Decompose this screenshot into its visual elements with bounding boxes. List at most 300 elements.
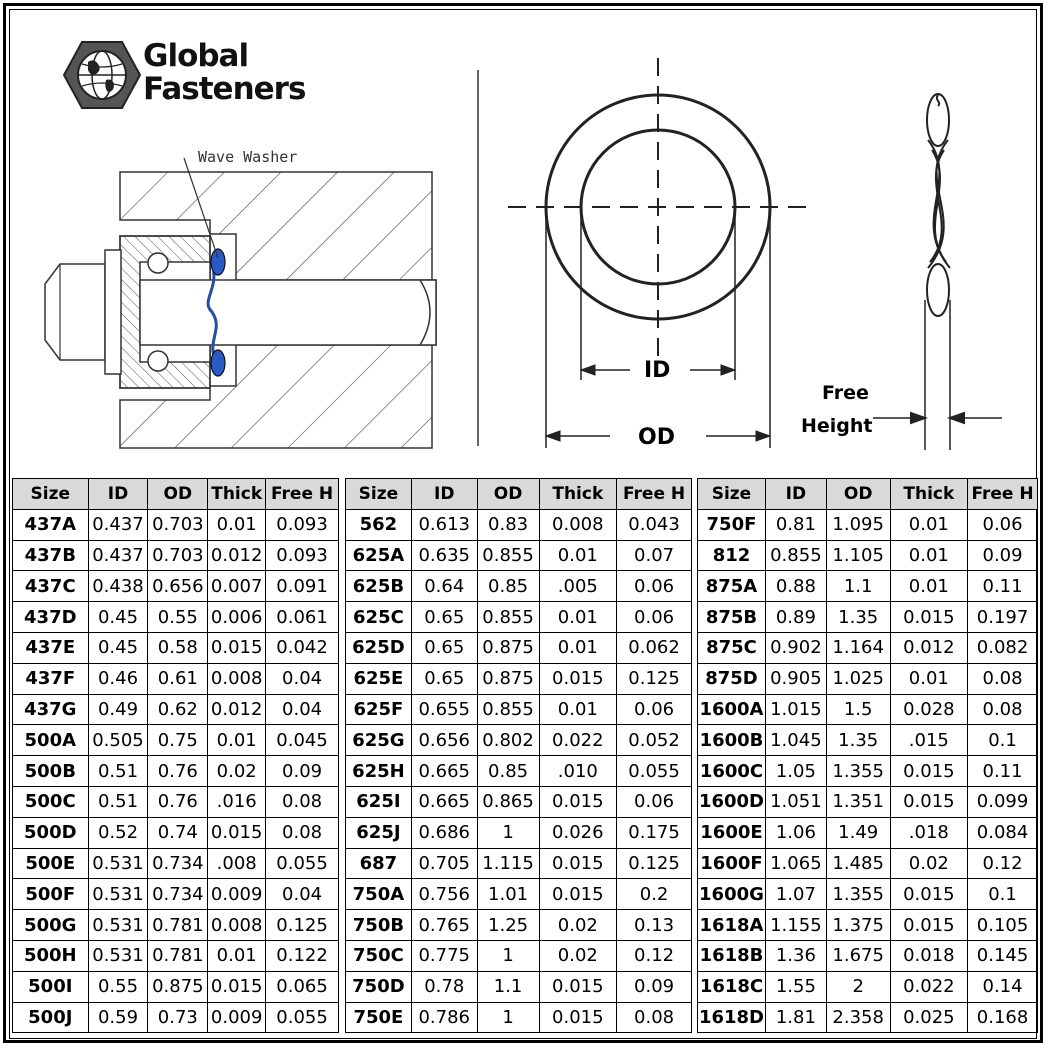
cell-thick: 0.01 [539, 540, 617, 571]
cell-id: 0.756 [411, 879, 477, 910]
cell-id: 0.55 [88, 971, 148, 1002]
wave-washer-callout: Wave Washer [198, 148, 298, 166]
cell-thick: 0.02 [539, 940, 617, 971]
cell-od: 1.49 [826, 817, 890, 848]
cell-thick: 0.01 [208, 509, 266, 540]
table-row [13, 848, 339, 879]
table-row [13, 940, 339, 971]
cell-free-h: 0.08 [266, 817, 339, 848]
table-row [346, 509, 692, 540]
cell-od: 0.75 [148, 725, 208, 756]
cell-id: 0.88 [765, 571, 826, 602]
cell-thick: 0.012 [208, 694, 266, 725]
cell-id: 0.64 [411, 571, 477, 602]
spec-table-2 [345, 478, 692, 1033]
cell-id: 0.78 [411, 971, 477, 1002]
table-row [346, 940, 692, 971]
cell-free-h: 0.065 [266, 971, 339, 1002]
cell-thick: 0.022 [539, 725, 617, 756]
cell-thick: 0.015 [539, 786, 617, 817]
cell-id: 1.36 [765, 940, 826, 971]
cell-free-h: 0.122 [266, 940, 339, 971]
cell-od: 0.74 [148, 817, 208, 848]
cell-id: 0.855 [765, 540, 826, 571]
table-row [346, 910, 692, 941]
cell-id: 0.51 [88, 786, 148, 817]
cell-free-h: 0.12 [617, 940, 692, 971]
cell-od: 0.875 [148, 971, 208, 1002]
cell-thick: 0.009 [208, 879, 266, 910]
header-free-h: Free H [617, 479, 692, 510]
cell-od: 0.58 [148, 632, 208, 663]
cell-size: 625D [346, 632, 412, 663]
cell-thick: 0.012 [890, 632, 968, 663]
cell-id: 0.65 [411, 602, 477, 633]
cell-size: 875B [698, 602, 766, 633]
cell-free-h: 0.09 [617, 971, 692, 1002]
table-row [346, 663, 692, 694]
cell-thick: 0.015 [890, 786, 968, 817]
cell-thick: 0.015 [539, 1002, 617, 1033]
spec-table-1 [12, 478, 339, 1033]
cell-od: 1.025 [826, 663, 890, 694]
cell-size: 437F [13, 663, 89, 694]
cell-od: 0.855 [477, 602, 539, 633]
cell-size: 687 [346, 848, 412, 879]
cell-od: 1.1 [477, 971, 539, 1002]
cell-free-h: 0.06 [617, 786, 692, 817]
cell-thick: 0.008 [208, 910, 266, 941]
header-thick: Thick [890, 479, 968, 510]
table-row [13, 756, 339, 787]
table-row [13, 602, 339, 633]
cell-od: 1.485 [826, 848, 890, 879]
cell-id: 0.786 [411, 1002, 477, 1033]
cell-thick: 0.015 [208, 632, 266, 663]
cell-size: 625J [346, 817, 412, 848]
cell-od: 0.781 [148, 910, 208, 941]
cell-id: 0.531 [88, 940, 148, 971]
header-od: OD [826, 479, 890, 510]
cell-size: 500J [13, 1002, 89, 1033]
cell-thick: .018 [890, 817, 968, 848]
cell-id: 0.613 [411, 509, 477, 540]
cell-size: 750C [346, 940, 412, 971]
cell-size: 437G [13, 694, 89, 725]
id-label: ID [644, 358, 671, 383]
cell-size: 1600F [698, 848, 766, 879]
cell-free-h: 0.09 [968, 540, 1038, 571]
cell-id: 0.902 [765, 632, 826, 663]
cell-id: 0.89 [765, 602, 826, 633]
cell-thick: 0.006 [208, 602, 266, 633]
table-row [346, 817, 692, 848]
cell-id: 0.531 [88, 910, 148, 941]
cell-size: 437E [13, 632, 89, 663]
table-row [698, 786, 1038, 817]
cell-od: 0.855 [477, 540, 539, 571]
wave-washer-drawing [0, 0, 1050, 470]
cell-id: 0.437 [88, 509, 148, 540]
header-od: OD [477, 479, 539, 510]
cell-thick: 0.018 [890, 940, 968, 971]
cell-od: 0.73 [148, 1002, 208, 1033]
cell-free-h: 0.084 [968, 817, 1038, 848]
cell-od: 0.83 [477, 509, 539, 540]
cell-size: 500D [13, 817, 89, 848]
table-row [13, 879, 339, 910]
cell-id: 1.015 [765, 694, 826, 725]
cell-size: 750E [346, 1002, 412, 1033]
cell-id: 0.45 [88, 632, 148, 663]
table-row [13, 694, 339, 725]
washer-side-view [873, 94, 1002, 450]
cell-free-h: 0.08 [968, 663, 1038, 694]
spec-table-3 [697, 478, 1038, 1033]
table-row [346, 879, 692, 910]
cell-od: 0.703 [148, 509, 208, 540]
header-size: Size [13, 479, 89, 510]
cell-free-h: 0.125 [617, 663, 692, 694]
cell-free-h: 0.175 [617, 817, 692, 848]
cell-od: 0.76 [148, 786, 208, 817]
table-row [698, 940, 1038, 971]
table-row [13, 786, 339, 817]
cell-free-h: 0.07 [617, 540, 692, 571]
table-row [13, 571, 339, 602]
cell-id: 0.51 [88, 756, 148, 787]
cell-od: 1.351 [826, 786, 890, 817]
table-row [346, 571, 692, 602]
cell-thick: 0.01 [539, 632, 617, 663]
cell-size: 500B [13, 756, 89, 787]
header-free-h: Free H [266, 479, 339, 510]
cell-id: 0.52 [88, 817, 148, 848]
cell-size: 500E [13, 848, 89, 879]
header-od: OD [148, 479, 208, 510]
table-row [698, 817, 1038, 848]
cell-thick: 0.01 [539, 694, 617, 725]
cell-free-h: 0.08 [266, 786, 339, 817]
table-row [698, 848, 1038, 879]
cell-thick: 0.01 [890, 540, 968, 571]
cell-od: 1.1 [826, 571, 890, 602]
cell-thick: .016 [208, 786, 266, 817]
cell-size: 625E [346, 663, 412, 694]
table-row [13, 632, 339, 663]
free-label: Free [822, 382, 869, 404]
cell-free-h: 0.06 [968, 509, 1038, 540]
cell-id: 1.07 [765, 879, 826, 910]
table-row [346, 540, 692, 571]
table-row [698, 725, 1038, 756]
cell-od: 0.76 [148, 756, 208, 787]
cell-od: 1.115 [477, 848, 539, 879]
cell-thick: 0.009 [208, 1002, 266, 1033]
cell-od: 0.865 [477, 786, 539, 817]
cell-id: 1.051 [765, 786, 826, 817]
table-row [346, 602, 692, 633]
table-row [13, 509, 339, 540]
cell-thick: 0.01 [539, 602, 617, 633]
cell-free-h: 0.099 [968, 786, 1038, 817]
cell-thick: 0.028 [890, 694, 968, 725]
cell-free-h: 0.09 [266, 756, 339, 787]
cell-free-h: 0.11 [968, 571, 1038, 602]
table-row [698, 602, 1038, 633]
table-row [346, 725, 692, 756]
cell-thick: 0.01 [208, 940, 266, 971]
header-id: ID [765, 479, 826, 510]
cell-od: 1.105 [826, 540, 890, 571]
cell-free-h: 0.04 [266, 694, 339, 725]
cell-id: 1.05 [765, 756, 826, 787]
cell-thick: 0.026 [539, 817, 617, 848]
cell-thick: 0.015 [890, 879, 968, 910]
table-row [698, 1002, 1038, 1033]
table-row [346, 786, 692, 817]
table-row [13, 971, 339, 1002]
cell-free-h: 0.052 [617, 725, 692, 756]
table-row [698, 663, 1038, 694]
cell-thick: .005 [539, 571, 617, 602]
table-row [13, 910, 339, 941]
cell-free-h: 0.145 [968, 940, 1038, 971]
cell-thick: 0.015 [208, 971, 266, 1002]
cell-size: 1618C [698, 971, 766, 1002]
cell-size: 625A [346, 540, 412, 571]
cell-free-h: 0.091 [266, 571, 339, 602]
table-row [346, 694, 692, 725]
header-free-h: Free H [968, 479, 1038, 510]
cell-free-h: 0.13 [617, 910, 692, 941]
table-row [346, 1002, 692, 1033]
table-row [698, 571, 1038, 602]
cell-od: 1.35 [826, 602, 890, 633]
cell-thick: 0.015 [890, 910, 968, 941]
cell-od: 1.164 [826, 632, 890, 663]
cell-thick: .008 [208, 848, 266, 879]
cell-od: 0.62 [148, 694, 208, 725]
table-row [698, 694, 1038, 725]
cell-size: 1600E [698, 817, 766, 848]
cell-size: 1618B [698, 940, 766, 971]
table-header-row [698, 479, 1038, 510]
cell-thick: 0.01 [208, 725, 266, 756]
cell-id: 0.665 [411, 756, 477, 787]
cell-id: 0.765 [411, 910, 477, 941]
header-size: Size [698, 479, 766, 510]
table-row [13, 725, 339, 756]
cell-free-h: 0.2 [617, 879, 692, 910]
cell-od: 1.25 [477, 910, 539, 941]
cell-od: 0.734 [148, 848, 208, 879]
cell-thick: 0.008 [208, 663, 266, 694]
od-label: OD [638, 425, 675, 450]
cell-size: 625C [346, 602, 412, 633]
cell-id: 0.65 [411, 632, 477, 663]
cell-size: 625I [346, 786, 412, 817]
cell-size: 1618A [698, 910, 766, 941]
table-row [13, 540, 339, 571]
cell-thick: 0.015 [208, 817, 266, 848]
cell-id: 0.705 [411, 848, 477, 879]
header-thick: Thick [208, 479, 266, 510]
cell-thick: 0.015 [890, 756, 968, 787]
cell-free-h: 0.125 [617, 848, 692, 879]
assembly-section [45, 148, 436, 448]
table-row [698, 910, 1038, 941]
cell-free-h: 0.197 [968, 602, 1038, 633]
header-id: ID [88, 479, 148, 510]
cell-free-h: 0.08 [968, 694, 1038, 725]
cell-size: 812 [698, 540, 766, 571]
cell-od: 1 [477, 817, 539, 848]
cell-thick: 0.01 [890, 509, 968, 540]
cell-free-h: 0.061 [266, 602, 339, 633]
cell-free-h: 0.093 [266, 540, 339, 571]
cell-free-h: 0.1 [968, 725, 1038, 756]
cell-thick: .015 [890, 725, 968, 756]
cell-thick: 0.015 [539, 879, 617, 910]
cell-size: 500H [13, 940, 89, 971]
table-row [13, 1002, 339, 1033]
table-header-row [346, 479, 692, 510]
cell-id: 0.686 [411, 817, 477, 848]
cell-od: 1.35 [826, 725, 890, 756]
table-row [698, 509, 1038, 540]
cell-size: 625G [346, 725, 412, 756]
cell-od: 1.095 [826, 509, 890, 540]
cell-size: 875D [698, 663, 766, 694]
cell-size: 562 [346, 509, 412, 540]
cell-free-h: 0.06 [617, 602, 692, 633]
cell-id: 1.55 [765, 971, 826, 1002]
cell-id: 1.065 [765, 848, 826, 879]
cell-size: 1618D [698, 1002, 766, 1033]
cell-id: 0.531 [88, 879, 148, 910]
cell-thick: 0.022 [890, 971, 968, 1002]
cell-size: 875A [698, 571, 766, 602]
cell-size: 1600D [698, 786, 766, 817]
cell-id: 1.045 [765, 725, 826, 756]
cell-size: 750F [698, 509, 766, 540]
cell-od: 0.85 [477, 571, 539, 602]
cell-id: 0.45 [88, 602, 148, 633]
table-row [346, 971, 692, 1002]
cell-size: 437C [13, 571, 89, 602]
cell-od: 0.802 [477, 725, 539, 756]
header-id: ID [411, 479, 477, 510]
cell-thick: 0.015 [539, 848, 617, 879]
cell-free-h: 0.043 [617, 509, 692, 540]
cell-size: 1600G [698, 879, 766, 910]
cell-id: 0.505 [88, 725, 148, 756]
cell-free-h: 0.093 [266, 509, 339, 540]
cell-size: 437D [13, 602, 89, 633]
table-row [698, 756, 1038, 787]
cell-size: 625H [346, 756, 412, 787]
table-row [13, 817, 339, 848]
cell-od: 0.855 [477, 694, 539, 725]
cell-thick: 0.015 [539, 971, 617, 1002]
cell-size: 1600A [698, 694, 766, 725]
washer-front-view [508, 58, 810, 448]
cell-size: 500A [13, 725, 89, 756]
cell-id: 0.49 [88, 694, 148, 725]
cell-size: 437B [13, 540, 89, 571]
cell-size: 500I [13, 971, 89, 1002]
cell-free-h: 0.055 [266, 1002, 339, 1033]
cell-id: 0.438 [88, 571, 148, 602]
cell-id: 0.905 [765, 663, 826, 694]
cell-id: 0.635 [411, 540, 477, 571]
cell-id: 0.775 [411, 940, 477, 971]
cell-thick: 0.02 [890, 848, 968, 879]
cell-free-h: 0.08 [617, 1002, 692, 1033]
cell-id: 0.655 [411, 694, 477, 725]
cell-id: 0.531 [88, 848, 148, 879]
cell-id: 1.06 [765, 817, 826, 848]
cell-od: 0.85 [477, 756, 539, 787]
cell-size: 625B [346, 571, 412, 602]
cell-free-h: 0.045 [266, 725, 339, 756]
cell-od: 1.355 [826, 879, 890, 910]
cell-thick: 0.012 [208, 540, 266, 571]
cell-size: 500G [13, 910, 89, 941]
cell-od: 2 [826, 971, 890, 1002]
cell-thick: .010 [539, 756, 617, 787]
cell-od: 0.656 [148, 571, 208, 602]
cell-size: 500F [13, 879, 89, 910]
cell-od: 1.375 [826, 910, 890, 941]
cell-od: 0.61 [148, 663, 208, 694]
cell-id: 0.665 [411, 786, 477, 817]
cell-size: 500C [13, 786, 89, 817]
cell-od: 2.358 [826, 1002, 890, 1033]
header-thick: Thick [539, 479, 617, 510]
cell-size: 875C [698, 632, 766, 663]
cell-od: 1.5 [826, 694, 890, 725]
cell-od: 1 [477, 1002, 539, 1033]
cell-id: 0.81 [765, 509, 826, 540]
table-row [346, 848, 692, 879]
cell-size: 1600C [698, 756, 766, 787]
table-row [698, 632, 1038, 663]
cell-size: 750B [346, 910, 412, 941]
cell-od: 0.875 [477, 663, 539, 694]
brand-line-2: Fasteners [143, 71, 306, 107]
cell-free-h: 0.168 [968, 1002, 1038, 1033]
cell-free-h: 0.04 [266, 663, 339, 694]
cell-od: 0.781 [148, 940, 208, 971]
height-label: Height [801, 415, 873, 437]
cell-id: 0.46 [88, 663, 148, 694]
cell-free-h: 0.055 [617, 756, 692, 787]
cell-thick: 0.008 [539, 509, 617, 540]
cell-size: 625F [346, 694, 412, 725]
cell-free-h: 0.055 [266, 848, 339, 879]
table-row [13, 663, 339, 694]
cell-free-h: 0.06 [617, 694, 692, 725]
cell-id: 0.59 [88, 1002, 148, 1033]
cell-od: 1 [477, 940, 539, 971]
cell-free-h: 0.04 [266, 879, 339, 910]
cell-od: 1.01 [477, 879, 539, 910]
table-header-row [13, 479, 339, 510]
cell-od: 0.55 [148, 602, 208, 633]
cell-free-h: 0.105 [968, 910, 1038, 941]
